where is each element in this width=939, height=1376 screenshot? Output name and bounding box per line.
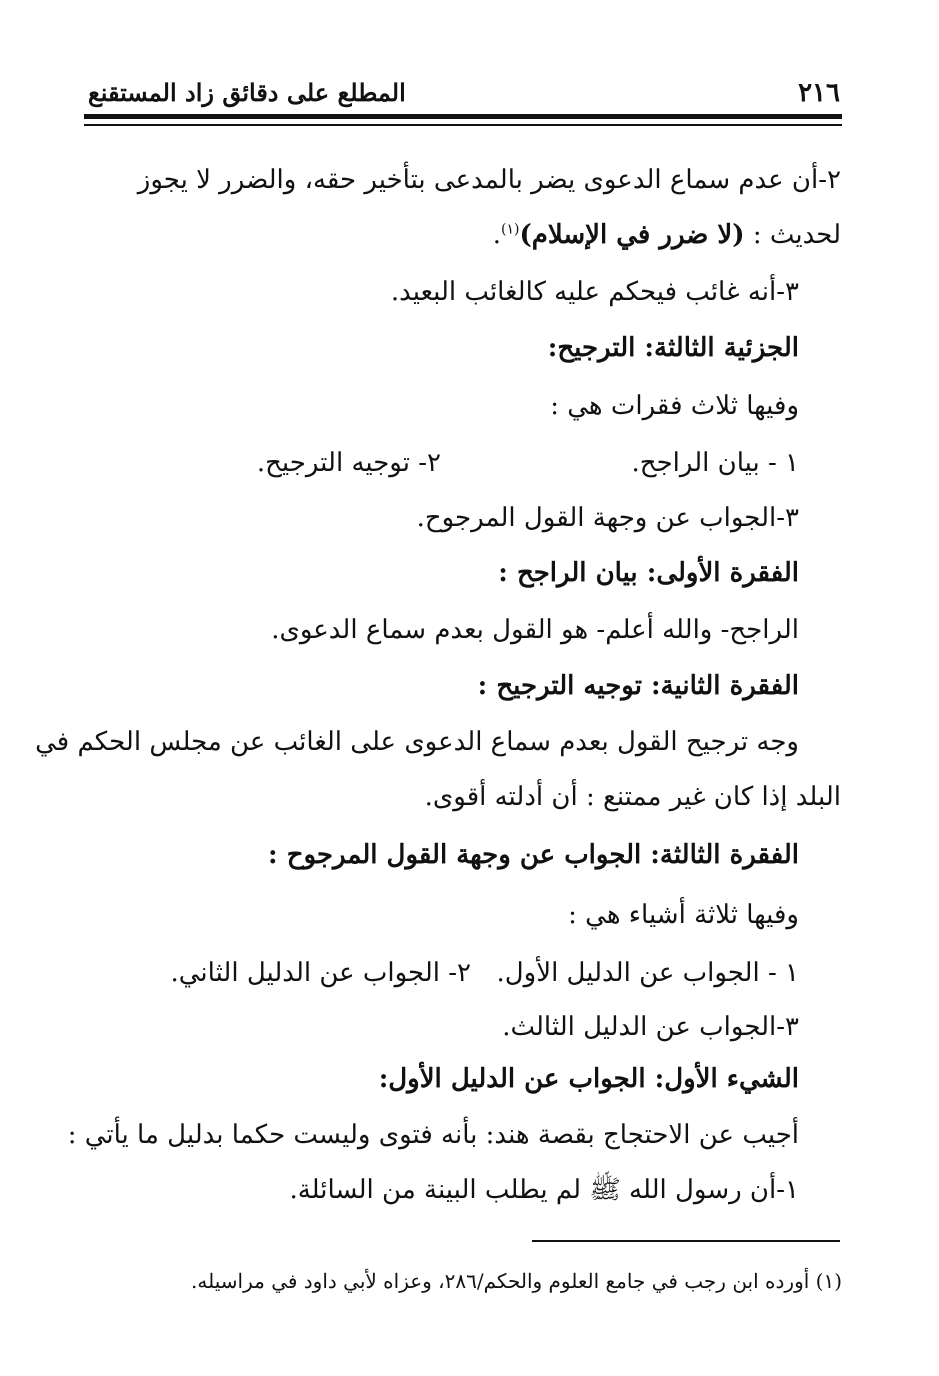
list-item: ٣-الجواب عن الدليل الثالث. [502, 1012, 799, 1042]
paragraph-line: أجيب عن الاحتجاج بقصة هند: بأنه فتوى وليست حكما بدليل ما يأتي : [67, 1120, 799, 1150]
footnote-separator [532, 1240, 840, 1242]
paragraph-line: الراجح- والله أعلم- هو القول بعدم سماع الدعوى. [271, 615, 799, 645]
list-item: ٣-الجواب عن وجهة القول المرجوح. [416, 503, 799, 533]
paragraph-line: ٣-أنه غائب فيحكم عليه كالغائب البعيد. [390, 277, 799, 307]
book-title: المطلع على دقائق زاد المستقنع [88, 78, 406, 107]
running-header [88, 72, 840, 114]
footnote: (١) أورده ابن رجب في جامع العلوم والحكم/٢٨٦، وعزاه لأبي داود في مراسيله. [191, 1269, 842, 1293]
list-item: ٢- الجواب عن الدليل الثاني. [170, 958, 471, 988]
hadith-quote: (لا ضرر في الإسلام) [519, 220, 745, 250]
list-item: ١ - بيان الراجح. [631, 448, 799, 478]
paragraph-line: وجه ترجيح القول بعدم سماع الدعوى على الغائب عن مجلس الحكم في [35, 727, 799, 757]
footnote-marker[interactable]: (١) [500, 221, 520, 238]
section-heading: الفقرة الأولى: بيان الراجح : [498, 558, 799, 588]
header-rule-thick [84, 114, 842, 119]
paragraph-line: وفيها ثلاث فقرات هي : [550, 391, 799, 421]
paragraph-line: البلد إذا كان غير ممتنع : أن أدلته أقوى. [424, 782, 841, 812]
section-heading: الفقرة الثانية: توجيه الترجيح : [477, 671, 799, 701]
section-heading: الشيء الأول: الجواب عن الدليل الأول: [378, 1064, 799, 1094]
list-item: ١ - الجواب عن الدليل الأول. [496, 958, 799, 988]
paragraph-line: ٢-أن عدم سماع الدعوى يضر بالمدعى بتأخير حقه، والضرر لا يجوز [137, 165, 841, 195]
section-heading: الجزئية الثالثة: الترجيح: [547, 333, 799, 363]
page-number: ٢١٦ [798, 78, 840, 108]
section-heading: الفقرة الثالثة: الجواب عن وجهة القول المرجوح : [268, 840, 799, 870]
header-rule-thin [84, 124, 842, 126]
sentence-end: . [492, 220, 501, 250]
paragraph-line [493, 215, 841, 255]
hadith-intro: لحديث : [744, 220, 841, 250]
list-item: ٢- توجيه الترجيح. [256, 448, 441, 478]
paragraph-line: وفيها ثلاثة أشياء هي : [568, 900, 799, 930]
paragraph-line: ١-أن رسول الله ﷺ لم يطلب البينة من السائلة. [289, 1175, 799, 1205]
